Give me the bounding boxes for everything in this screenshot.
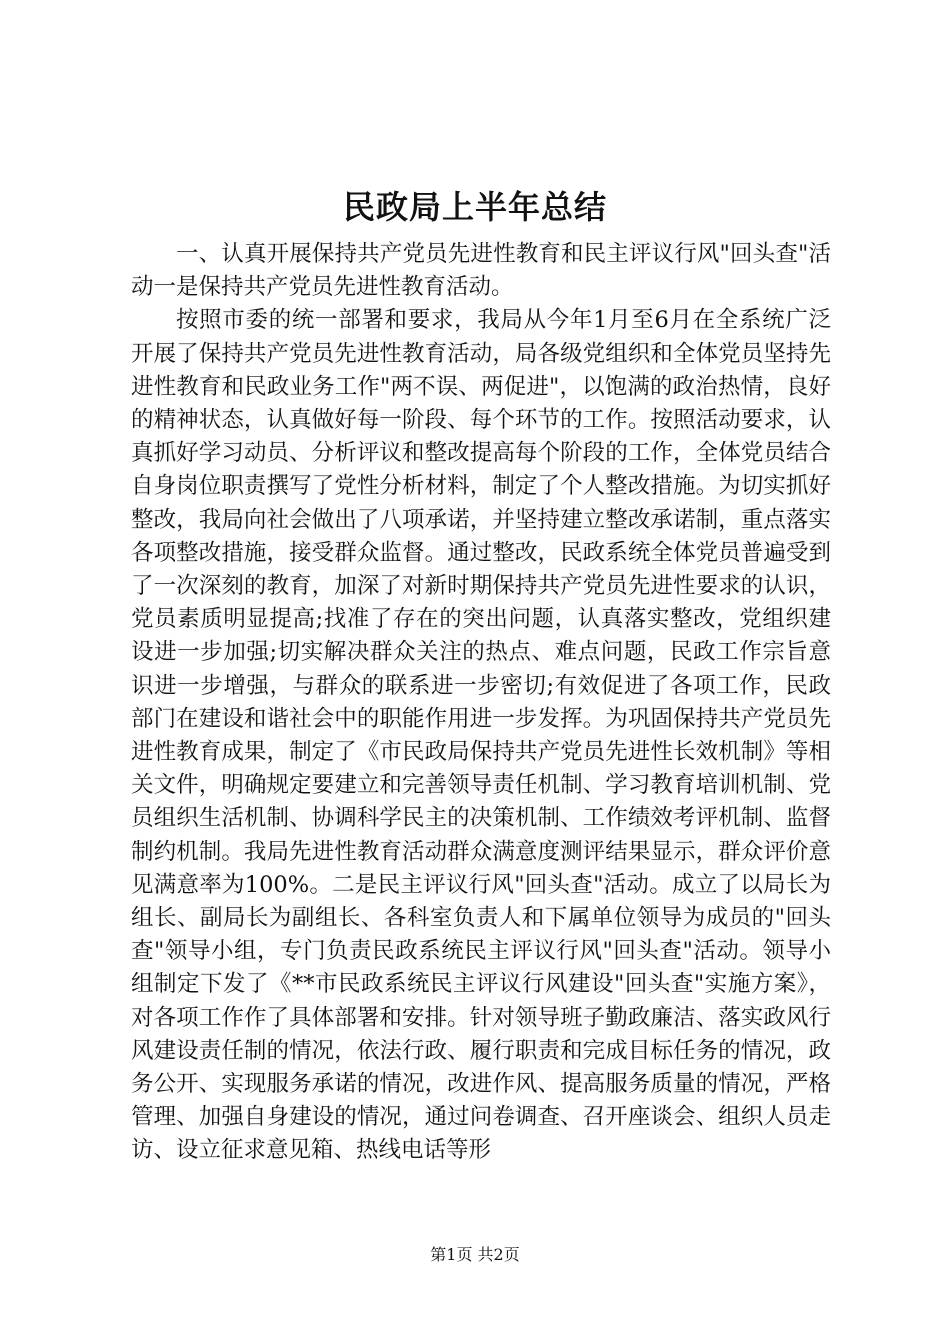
page-footer: 第1页 共2页: [430, 1245, 520, 1264]
document-title: 民政局上半年总结: [342, 188, 607, 226]
paragraph-2: 按照市委的统一部署和要求，我局从今年1月至6月在全系统广泛开展了保持共产党员先进性教育活动，局各级党组织和全体党员坚持先进性教育和民政业务工作"两不误、两促进"，以饱满的政治热情，良好的精神状态，认真做好每一阶段、每个环节的工作。按照活动要求，认真抓好学习动员、分析评议和整改提高每个阶段的工作，全体党员结合自身岗位职责撰写了党性分析材料，制定了个人整改措施。为切实抓好整改，我局向社会做出了八项承诺，并坚持建立整改承诺制，重点落实各项整改措施，接受群众监督。通过整改，民政系统全体党员普遍受到了一次深刻的教育，加深了对新时期保持共产党员先进性要求的认识，党员素质明显提高;找准了存在的突出问题，认真落实整改，党组织建设进一步加强;切实解决群众关注的热点、难点问题，民政工作宗旨意识进一步增强，与群众的联系进一步密切;有效促进了各项工作，民政部门在建设和谐社会中的职能作用进一步发挥。为巩固保持共产党员先进性教育成果，制定了《市民政局保持共产党员先进性长效机制》等相关文件，明确规定要建立和完善领导责任机制、学习教育培训机制、党员组织生活机制、协调科学民主的决策机制、工作绩效考评机制、监督制约机制。我局先进性教育活动群众满意度测评结果显示，群众评价意见满意率为100%。二是民主评议行风"回头查"活动。成立了以局长为组长、副局长为副组长、各科室负责人和下属单位领导为成员的"回头查"领导小组，专门负责民政系统民主评议行风"回头查"活动。领导小组制定下发了《**市民政系统民主评议行风建设"回头查"实施方案》，对各项工作作了具体部署和安排。针对领导班子勤政廉洁、落实政风行风建设责任制的情况，依法行政、履行职责和完成目标任务的情况，政务公开、实现服务承诺的情况，改进作风、提高服务质量的情况，严格管理、加强自身建设的情况，通过问卷调查、召开座谈会、组织人员走访、设立征求意见箱、热线电话等形: [131, 307, 831, 1164]
document-body: [131, 238, 831, 1168]
paragraph-1: 一、认真开展保持共产党员先进性教育和民主评议行风"回头查"活动一是保持共产党员先进性教育活动。: [131, 241, 831, 301]
